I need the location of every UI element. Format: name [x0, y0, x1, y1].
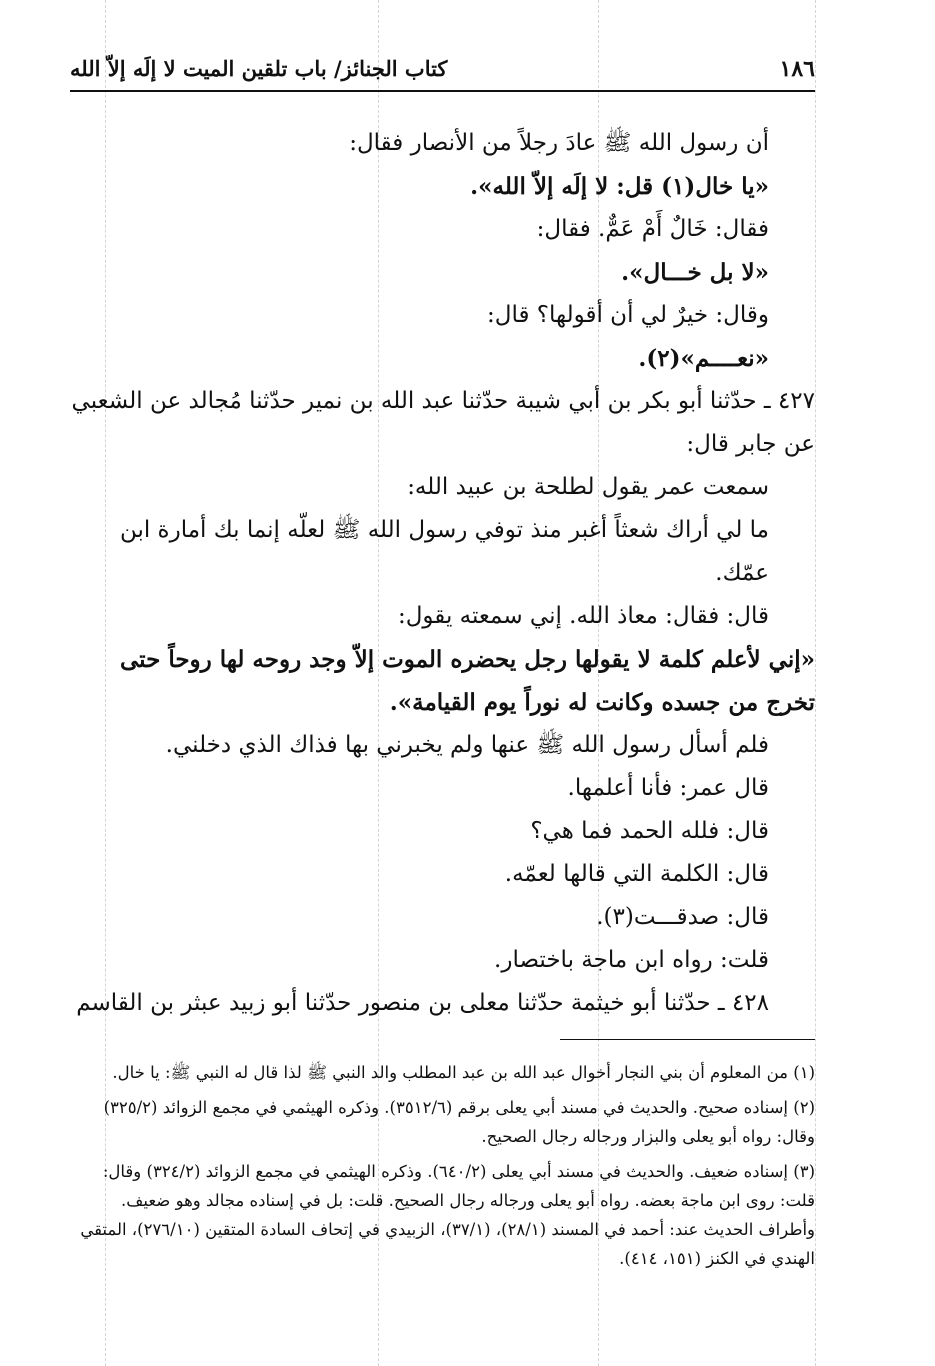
page-header: [70, 52, 815, 92]
text-line: ما لي أراك شعثاً أغبر منذ توفي رسول الله ﷺ لعلّه إنما بك أمارة ابن عمّك.: [119, 517, 769, 586]
text-line: فقال: خَالٌ أَمْ عَمٌّ. فقال:: [536, 216, 769, 242]
text-line: فلم أسأل رسول الله ﷺ عنها ولم يخبرني بها فذاك الذي دخلني.: [165, 732, 769, 758]
footnote-2: (٢) إسناده صحيح. والحديث في مسند أبي يعلى برقم (٣٥١٢/٦). وذكره الهيثمي في مجمع الزوائد (٣٢٥/٢) وقال: رواه أبو يعلى والبزار ورجاله رجال الصحيح.: [103, 1098, 815, 1146]
hadith-quote: «إني لأعلم كلمة لا يقولها رجل يحضره الموت إلاّ وجد روحه لها روحاً حتى تخرج من جسده وكانت له نوراً يوم القيامة».: [120, 646, 815, 716]
main-text: [70, 122, 815, 1025]
running-title: كتاب الجنائز/ باب تلقين الميت لا إلَه إلاّ الله: [70, 56, 448, 81]
hadith-quote: «لا بل خـــال».: [621, 259, 769, 286]
text-line: قال عمر: فأنا أعلمها.: [567, 775, 769, 801]
hadith-chain-427: ٤٢٧ ـ حدّثنا أبو بكر بن أبي شيبة حدّثنا عبد الله بن نمير حدّثنا مُجالد عن الشعبي عن جابر قال:: [71, 388, 815, 457]
hadith-quote: «يا خال(١) قل: لا إلَه إلاّ الله».: [470, 173, 769, 200]
hadith-quote: «نعــــم»(٢).: [638, 345, 769, 372]
book-page: [70, 52, 815, 1279]
text-line: قال: فقال: معاذ الله. إني سمعته يقول:: [397, 603, 769, 629]
text-line: سمعت عمر يقول لطلحة بن عبيد الله:: [407, 474, 769, 500]
footnotes: [70, 1058, 815, 1273]
text-line: قال: فلله الحمد فما هي؟: [530, 818, 769, 844]
hadith-chain-428: ٤٢٨ ـ حدّثنا أبو خيثمة حدّثنا معلى بن منصور حدّثنا أبو زبيد عبثر بن القاسم: [76, 990, 769, 1016]
text-line: قال: صدقـــت(٣).: [596, 904, 769, 930]
text-line: قلت: رواه ابن ماجة باختصار.: [494, 947, 769, 973]
text-line: أن رسول الله ﷺ عادَ رجلاً من الأنصار فقال:: [349, 130, 769, 156]
footnote-1: (١) من المعلوم أن بني النجار أخوال عبد الله بن عبد المطلب والد النبي ﷺ لذا قال له النبي ﷺ: يا خال.: [112, 1063, 815, 1082]
page-number: ١٨٦: [779, 56, 815, 82]
scan-guide-line: [815, 0, 816, 1366]
text-line: قال: الكلمة التي قالها لعمّه.: [504, 861, 769, 887]
text-line: وقال: خيرٌ لي أن أقولها؟ قال:: [487, 302, 769, 328]
footnote-3: (٣) إسناده ضعيف. والحديث في مسند أبي يعلى (٦٤٠/٢). وذكره الهيثمي في مجمع الزوائد (٣٢٤/٢) وقال: قلت: روى ابن ماجة بعضه. رواه أبو يعلى ورجاله رجال الصحيح. قلت: بل في إسناده مجالد وهو ضعيف. وأطراف الحديث عند: أحمد في المسند (٢٨/١)، (٣٧/١)، الزبيدي في إتحاف السادة المتقين (٢٧٦/١٠)، المتقي الهندي في الكنز (١٥١، ٤١٤).: [80, 1162, 815, 1268]
footnote-separator: [560, 1039, 815, 1040]
